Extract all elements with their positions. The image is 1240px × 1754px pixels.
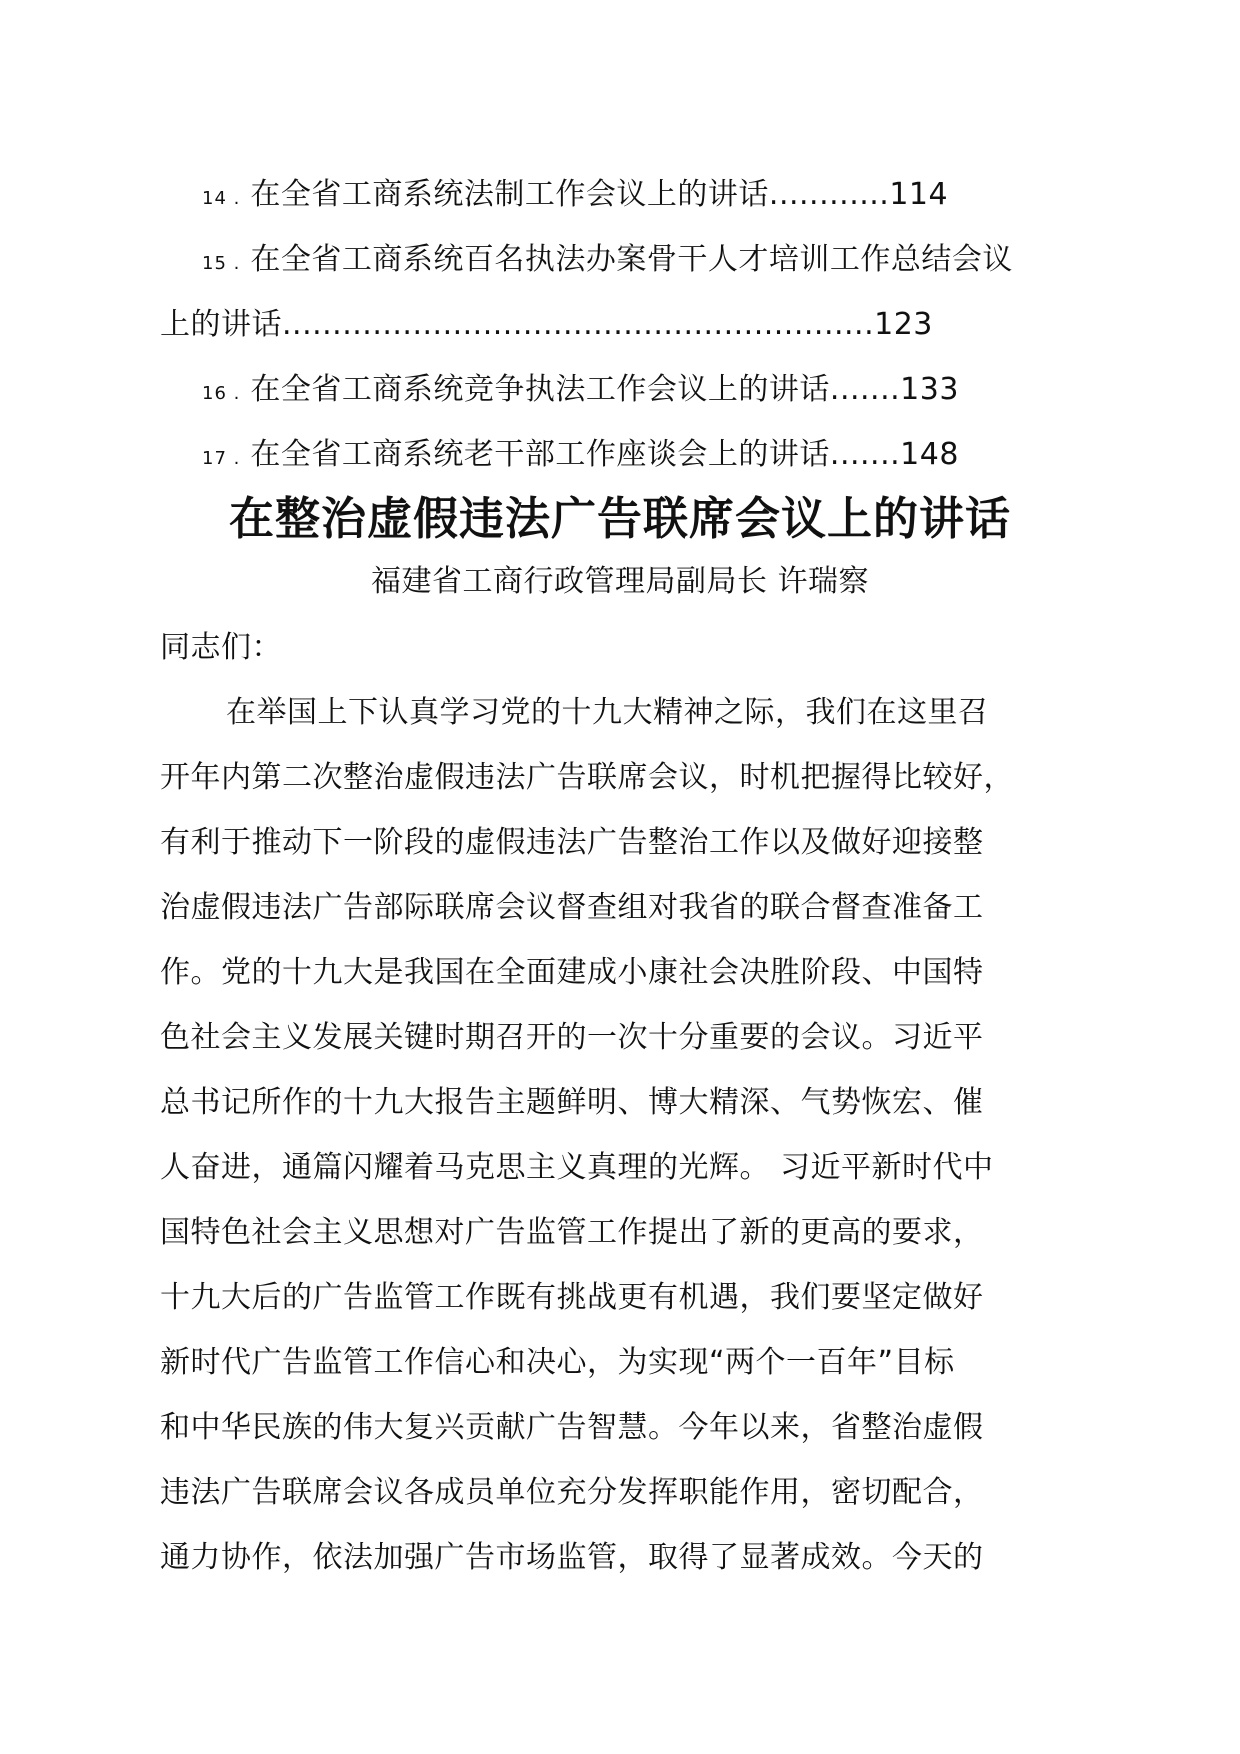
- body-line: 治虚假违法广告部际联席会议督查组对我省的联合督查准备工: [160, 890, 984, 925]
- body-line: 十九大后的广告监管工作既有挑战更有机遇，我们要坚定做好: [160, 1280, 984, 1315]
- body-line: 在举国上下认真学习党的十九大精神之际，我们在这里召: [226, 695, 989, 730]
- salutation: 同志们：: [160, 630, 282, 665]
- toc-item-17: [202, 435, 1162, 475]
- body-line: 开年内第二次整治虚假违法广告联席会议，时机把握得比较好，: [160, 760, 1014, 795]
- toc-item-text: 在全省工商系统老干部工作座谈会上的讲话.......148: [250, 437, 959, 472]
- body-line: 人奋进，通篇闪耀着马克思主义真理的光辉。 习近平新时代中: [160, 1150, 994, 1185]
- body-line: 总书记所作的十九大报告主题鲜明、博大精深、气势恢宏、催: [160, 1085, 984, 1120]
- body-line: 国特色社会主义思想对广告监管工作提出了新的更高的要求，: [160, 1215, 984, 1250]
- toc-item-14: [202, 175, 1162, 215]
- toc-item-number: 17 .: [202, 448, 241, 469]
- toc-item-text: 上的讲话...........................................................123: [160, 307, 933, 342]
- article-author: 福建省工商行政管理局副局长 许瑞察: [370, 564, 870, 599]
- body-line: 违法广告联席会议各成员单位充分发挥职能作用，密切配合，: [160, 1475, 984, 1510]
- body-line: 和中华民族的伟大复兴贡献广告智慧。今年以来，省整治虚假: [160, 1410, 984, 1445]
- toc-item-text: 在全省工商系统百名执法办案骨干人才培训工作总结会议: [250, 242, 1013, 277]
- toc-item-number: 15 .: [202, 253, 241, 274]
- toc-item-text: 在全省工商系统竞争执法工作会议上的讲话.......133: [250, 372, 959, 407]
- toc-item-number: 16 .: [202, 383, 241, 404]
- body-line: 通力协作，依法加强广告市场监管，取得了显著成效。今天的: [160, 1540, 984, 1575]
- body-line: 色社会主义发展关键时期召开的一次十分重要的会议。习近平: [160, 1020, 984, 1055]
- toc-item-16: [202, 370, 1162, 410]
- toc-item-15-continued: [160, 305, 1120, 345]
- toc-item-number: 14 .: [202, 188, 241, 209]
- body-line: 作。党的十九大是我国在全面建成小康社会决胜阶段、中国特: [160, 955, 984, 990]
- body-line: 新时代广告监管工作信心和决心，为实现“两个一百年”目标: [160, 1345, 955, 1380]
- toc-item-15: [202, 240, 1162, 280]
- toc-item-text: 在全省工商系统法制工作会议上的讲话............114: [250, 177, 949, 212]
- body-line: 有利于推动下一阶段的虚假违法广告整治工作以及做好迎接整: [160, 825, 984, 860]
- article-title: 在整治虚假违法广告联席会议上的讲话: [228, 492, 1011, 545]
